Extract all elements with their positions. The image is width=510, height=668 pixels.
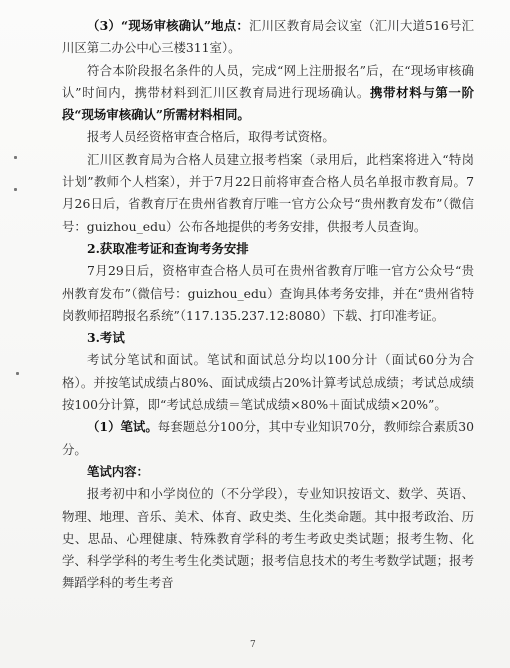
section-heading-content: 笔试内容： xyxy=(87,463,149,479)
paragraph-archive: 汇川区教育局为合格人员建立报考档案（录用后，此档案将进入“特岗计划”教师个人档案），并于7月22日前将审查合格人员名单报市教育局。7月26日后，省教育厅在贵州省教育厅唯一官方公众号“贵州教育发布”（微信号：guizhou_edu）公布各地提供的考务安排，供报考人员查询。 xyxy=(62,151,474,234)
paragraph-text: 汇川区教育局会议室（汇川大道516号汇川区第二办公中心三楼311室）。 xyxy=(62,18,474,56)
scan-mark xyxy=(16,372,19,375)
paragraph-confirm xyxy=(62,60,474,127)
paragraph-lead: （1）笔试。 xyxy=(87,419,158,435)
paragraph-location xyxy=(62,15,474,60)
section-heading-exam: 3.考试 xyxy=(87,330,125,346)
section-heading-admission: 2.获取准考证和查询考务安排 xyxy=(87,240,249,256)
scan-mark xyxy=(14,188,17,191)
paragraph-lead: （3）“现场审核确认”地点： xyxy=(87,18,249,33)
paragraph-written xyxy=(62,416,474,461)
paragraph-qualification: 报考人员经资格审查合格后，取得考试资格。 xyxy=(87,129,335,145)
document-body xyxy=(62,15,474,595)
paragraph-bold-tail: 携带材料与第一阶段“现场审核确认”所需材料相同。 xyxy=(62,84,474,123)
paragraph-exam: 考试分笔试和面试。笔试和面试总分均以100分计（面试60分为合格）。并按笔试成绩占80%、面试成绩占20%计算考试总成绩；考试总成绩按100分计算，即“考试总成绩＝笔试成绩×80%＋面试成绩×20%”。 xyxy=(62,352,474,413)
paragraph-text: 符合本阶段报名条件的人员，完成“网上注册报名”后，在“现场审核确认”时间内，携带材料到汇川区教育局进行现场确认。 xyxy=(62,62,474,100)
paragraph-text: 每套题总分100分，其中专业知识70分，教师综合素质30分。 xyxy=(62,419,475,457)
paragraph-admission: 7月29日后，资格审查合格人员可在贵州省教育厅唯一官方公众号“贵州教育发布”（微信号：guizhou_edu）查询具体考务安排，并在“贵州省特岗教师招聘报名系统”（117.135.237.12:8080）下载、打印准考证。 xyxy=(62,263,474,323)
paragraph-content: 报考初中和小学岗位的（不分学段），专业知识按语文、数学、英语、物理、地理、音乐、美术、体育、政史类、生化类命题。其中报考政治、历史、思品、心理健康、特殊教育学科的考生考政史类试题；报考生物、化学、科学学科的考生考生化类试题；报考信息技术的考生考数学试题；报考舞蹈学科的考生考音 xyxy=(62,486,474,591)
scan-mark xyxy=(14,156,17,159)
page-number: 7 xyxy=(250,640,256,650)
